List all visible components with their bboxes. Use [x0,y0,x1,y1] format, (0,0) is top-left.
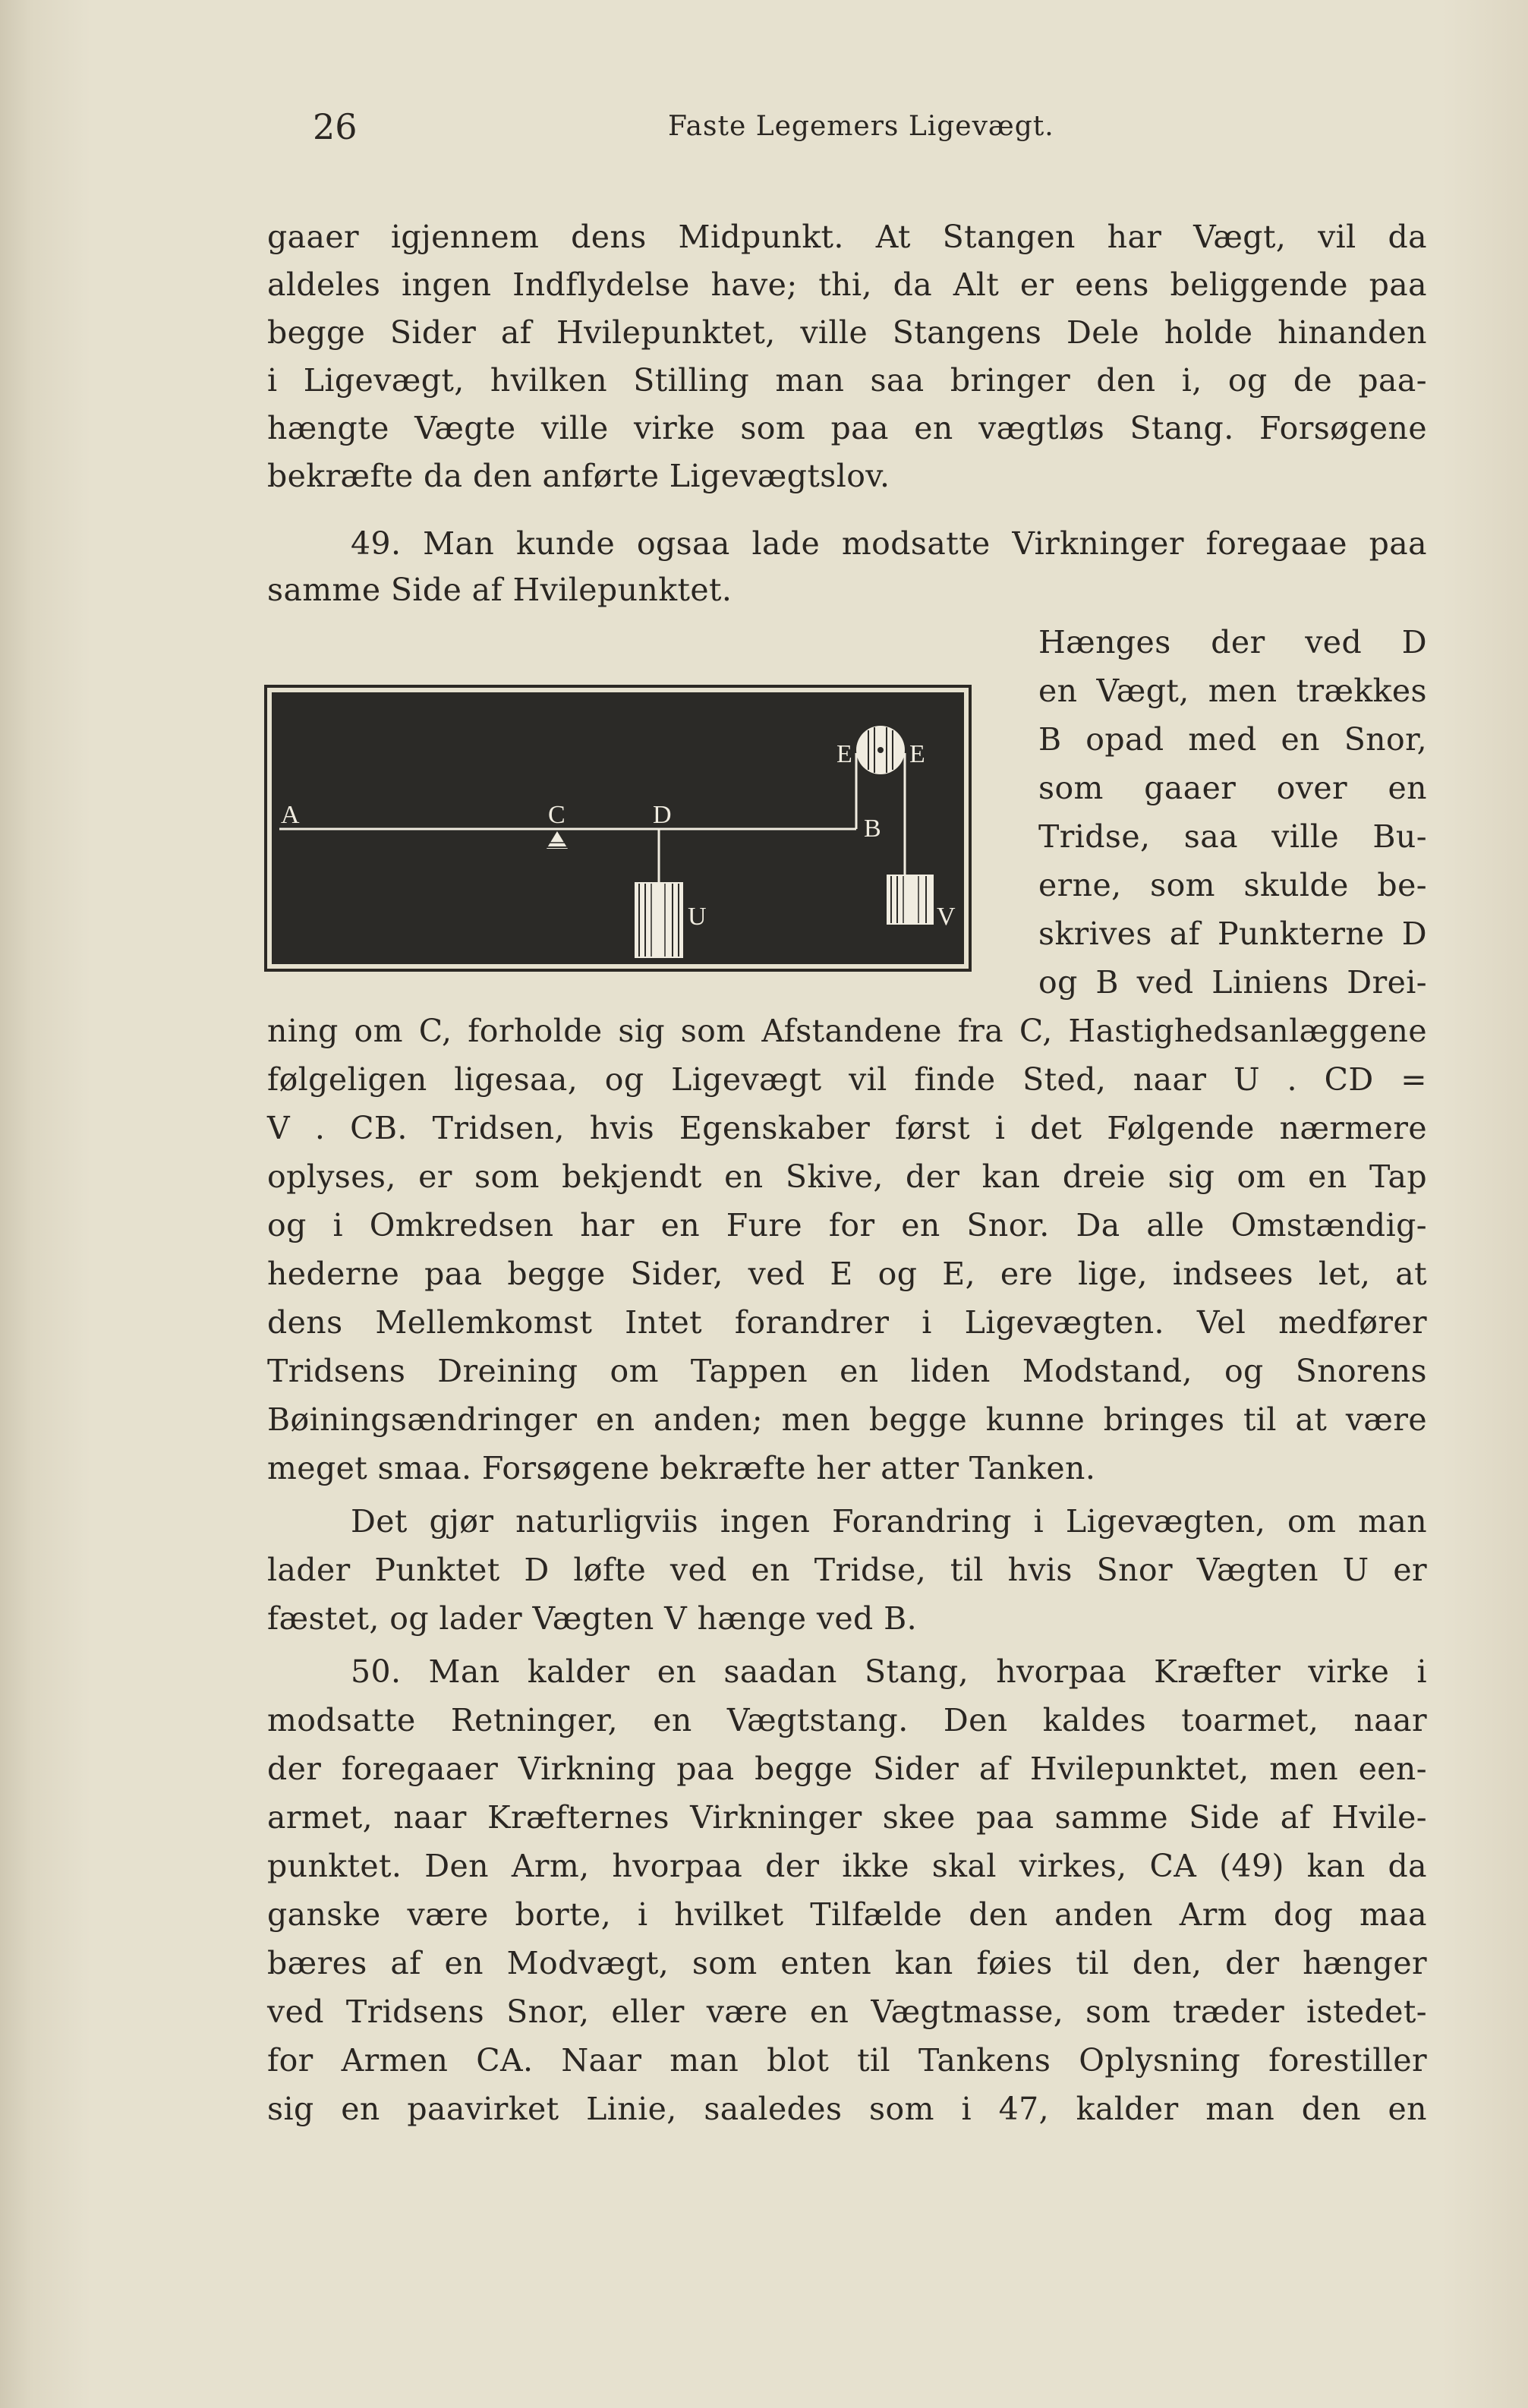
text-line: sig en paavirket Linie, saaledes som i 47, kalder man den en [267,2091,1427,2127]
text-line: gaaer igjennem dens Midpunkt. At Stangen har Vægt, vil da [267,219,1427,255]
text-line: bæres af en Modvægt, som enten kan føies til den, der hænger [267,1945,1427,1981]
text-line: samme Side af Hvilepunktet. [267,572,732,608]
text-line: Det gjør naturligviis ingen Forandring i Ligevægten, om man [351,1503,1427,1540]
label-e-right: E [909,740,925,768]
text-line: Tridse, saa ville Bu- [1038,818,1427,855]
text-line: skrives af Punkterne D [1038,916,1427,952]
figure-drawing [272,692,964,964]
text-line: fæstet, og lader Vægten V hænge ved B. [267,1600,918,1637]
label-v: V [937,903,956,931]
running-head [0,106,1528,152]
text-line: bekræfte da den anførte Ligevægtslov. [267,458,890,494]
label-d: D [653,801,672,829]
weight-u [635,882,683,958]
text-line: som gaaer over en [1038,770,1427,806]
text-line: i Ligevægt, hvilken Stilling man saa bringer den i, og de paa- [267,362,1427,399]
text-line: lader Punktet D løfte ved en Tridse, til hvis Snor Vægten U er [267,1552,1427,1588]
pulley [856,726,905,774]
text-line: modsatte Retninger, en Vægtstang. Den kaldes toarmet, naar [267,1702,1427,1738]
label-u: U [688,903,707,931]
text-line: V . CB. Tridsen, hvis Egenskaber først i det Følgende nærmere [267,1110,1427,1146]
text-line: erne, som skulde be- [1038,867,1427,903]
text-line: Hænges der ved D [1038,624,1427,660]
text-line: ganske være borte, i hvilket Tilfælde den anden Arm dog maa [267,1896,1427,1933]
text-line: meget smaa. Forsøgene bekræfte her atter Tanken. [267,1450,1096,1486]
running-title: Faste Legemers Ligevægt. [668,111,1054,142]
page-number: 26 [313,106,358,147]
text-line: Bøiningsændringer en anden; men begge kunne bringes til at være [267,1401,1427,1438]
lever-pulley-figure [264,685,972,972]
text-line: en Vægt, men trækkes [1038,673,1427,709]
text-line: for Armen CA. Naar man blot til Tankens Oplysning forestiller [267,2042,1427,2079]
label-b: B [864,815,881,843]
text-line: 49. Man kunde ogsaa lade modsatte Virkninger foregaae paa [351,525,1427,562]
text-line: der foregaaer Virkning paa begge Sider af Hvilepunktet, men een- [267,1751,1427,1787]
text-line: punktet. Den Arm, hvorpaa der ikke skal virkes, CA (49) kan da [267,1848,1427,1884]
text-line: hængte Vægte ville virke som paa en vægtløs Stang. Forsøgene [267,410,1427,446]
label-a: A [281,801,300,829]
weight-v [887,875,934,925]
text-line: armet, naar Kræfternes Virkninger skee paa samme Side af Hvile- [267,1799,1427,1836]
text-line: følgeligen ligesaa, og Ligevægt vil finde Sted, naar U . CD = [267,1061,1427,1098]
text-line: ning om C, forholde sig som Afstandene fra C, Hastighedsanlæggene [267,1013,1427,1049]
label-c: C [548,801,566,829]
text-line: hederne paa begge Sider, ved E og E, ere lige, indsees let, at [267,1256,1427,1292]
text-line: 50. Man kalder en saadan Stang, hvorpaa Kræfter virke i [351,1653,1427,1690]
text-line: ved Tridsens Snor, eller være en Vægtmasse, som træder istedet- [267,1994,1427,2030]
text-line: oplyses, er som bekjendt en Skive, der kan dreie sig om en Tap [267,1158,1427,1195]
text-line: og i Omkredsen har en Fure for en Snor. Da alle Omstændig- [267,1207,1427,1243]
text-line: Tridsens Dreining om Tappen en liden Modstand, og Snorens [267,1353,1427,1389]
text-line: B opad med en Snor, [1038,721,1427,758]
text-line: og B ved Liniens Drei- [1038,964,1427,1001]
text-line: begge Sider af Hvilepunktet, ville Stangens Dele holde hinanden [267,314,1427,351]
label-e-left: E [836,740,852,768]
text-line: aldeles ingen Indflydelse have; thi, da Alt er eens beliggende paa [267,266,1427,303]
text-line: dens Mellemkomst Intet forandrer i Ligevægten. Vel medfører [267,1304,1427,1341]
